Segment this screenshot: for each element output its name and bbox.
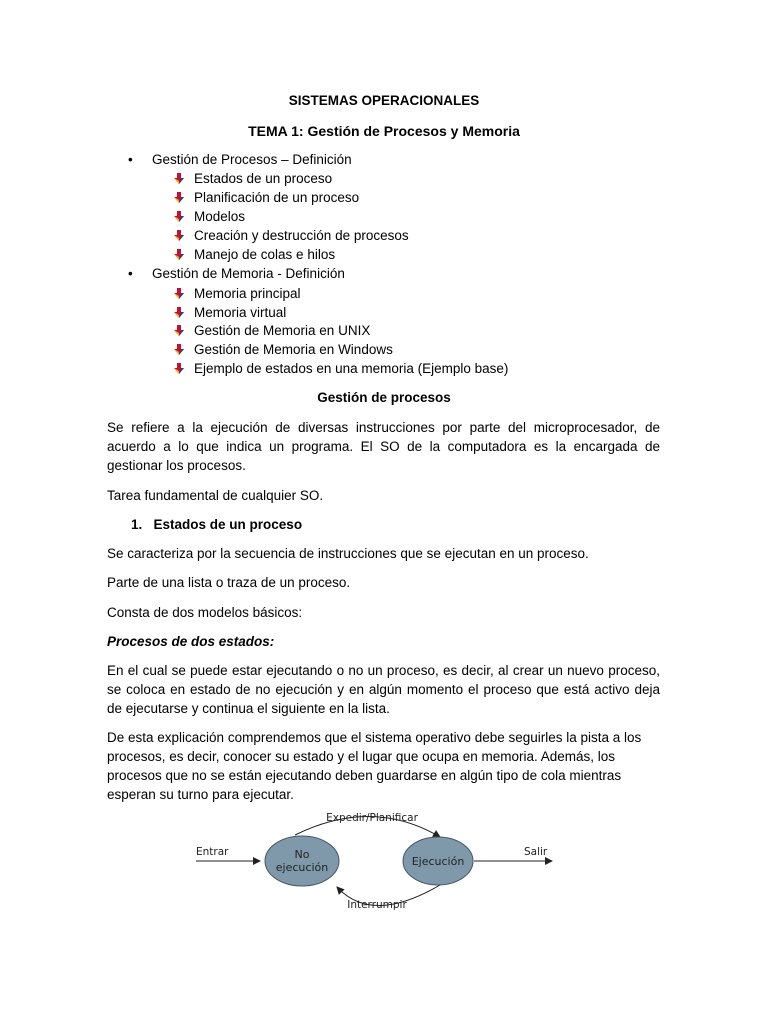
heading-number: 1.: [131, 517, 143, 532]
bullet-dot-icon: •: [128, 266, 133, 281]
outline-subitem-label: Memoria principal: [194, 286, 301, 301]
outline-subitem: [172, 285, 301, 303]
outline-subitem-label: Gestión de Memoria en UNIX: [194, 323, 371, 338]
arrow-down-right-icon: [172, 210, 186, 224]
label-salir: Salir: [524, 846, 548, 858]
outline-subitem: [172, 322, 370, 340]
outline-item-label: Gestión de Memoria - Definición: [152, 266, 345, 281]
outline-subitem: [172, 360, 508, 378]
outline-subitem-label: Manejo de colas e hilos: [194, 247, 336, 262]
state-no-ejecucion-line1: No: [294, 848, 310, 861]
outline-subitem: [172, 246, 335, 264]
arrow-down-right-icon: [172, 248, 186, 262]
outline-subitem-label: Planificación de un proceso: [194, 190, 360, 205]
paragraph-definition: [107, 418, 660, 475]
paragraph-line: De esta explicación comprendemos que el sistema operativo debe seguirles la pista a los: [107, 730, 642, 745]
paragraph-line: gestionar los procesos.: [107, 458, 246, 473]
outline-subitem: [172, 170, 332, 188]
paragraph-sequence: Se caracteriza por la secuencia de instrucciones que se ejecutan en un proceso.: [107, 546, 589, 561]
paragraph-line: esperan su turno para ejecutar.: [107, 787, 294, 802]
bullet-dot-icon: •: [128, 152, 133, 167]
document-subtitle: TEMA 1: Gestión de Procesos y Memoria: [248, 123, 520, 139]
outline-item-label: Gestión de Procesos – Definición: [152, 152, 352, 167]
arrow-down-right-icon: [172, 287, 186, 301]
outline-subitem-label: Estados de un proceso: [194, 171, 333, 186]
arrow-down-right-icon: [172, 324, 186, 338]
outline-subitem-label: Creación y destrucción de procesos: [194, 228, 409, 243]
document-title: SISTEMAS OPERACIONALES: [288, 93, 480, 108]
paragraph-line: Se refiere a la ejecución de diversas instrucciones por parte del microprocesador, de: [107, 420, 660, 435]
outline-subitem-label: Ejemplo de estados en una memoria (Ejemplo base): [194, 361, 509, 376]
paragraph-line: procesos, es decir, conocer su estado y el lugar que ocupa en memoria. Además, los: [107, 749, 616, 764]
outline-subitem: [172, 208, 245, 226]
section-heading: Gestión de procesos: [317, 390, 451, 405]
paragraph-line: En el cual se puede estar ejecutando o no un proceso, es decir, al crear un nuevo proceso,: [107, 663, 660, 678]
subheading-two-states: Procesos de dos estados:: [107, 634, 275, 649]
paragraph-two-states: [107, 661, 660, 718]
paragraph-models: Consta de dos modelos básicos:: [107, 605, 303, 620]
outline-item: [128, 151, 352, 169]
arrow-down-right-icon: [172, 306, 186, 320]
label-entrar: Entrar: [196, 846, 229, 858]
paragraph-line: acuerdo a lo que indica un programa. El SO de la computadora es la encargada de: [107, 439, 660, 454]
outline-subitem: [172, 304, 286, 322]
outline-subitem-label: Gestión de Memoria en Windows: [194, 342, 393, 357]
state-no-ejecucion-line2: ejecución: [275, 861, 329, 874]
label-expedir: Expedir/Planificar: [326, 812, 418, 824]
outline-subitem: [172, 341, 393, 359]
outline-subitem-label: Memoria virtual: [194, 305, 287, 320]
arrow-down-right-icon: [172, 172, 186, 186]
paragraph-line: se coloca en estado de no ejecución y en algún momento el proceso que está activo deja: [107, 682, 660, 697]
heading-text: Estados de un proceso: [153, 517, 303, 532]
arrow-down-right-icon: [172, 343, 186, 357]
paragraph-trace: Parte de una lista o traza de un proceso.: [107, 575, 351, 590]
numbered-heading: [131, 515, 302, 534]
arrow-down-right-icon: [172, 191, 186, 205]
outline-subitem: [172, 227, 409, 245]
paragraph-explanation: [107, 728, 660, 804]
state-ejecucion-label: Ejecución: [411, 855, 465, 868]
outline-item: [128, 265, 345, 283]
two-state-diagram: [0, 805, 768, 915]
arrow-down-right-icon: [172, 362, 186, 376]
arrow-down-right-icon: [172, 229, 186, 243]
paragraph-line: de ejecutarse y continua el siguiente en la lista.: [107, 701, 390, 716]
outline-subitem-label: Modelos: [194, 209, 246, 224]
paragraph-line: procesos que no se están ejecutando deben guardarse en algún tipo de cola mientras: [107, 768, 622, 783]
paragraph-task: Tarea fundamental de cualquier SO.: [107, 488, 324, 503]
label-interrumpir: Interrumpir: [347, 899, 407, 911]
outline-subitem: [172, 189, 359, 207]
